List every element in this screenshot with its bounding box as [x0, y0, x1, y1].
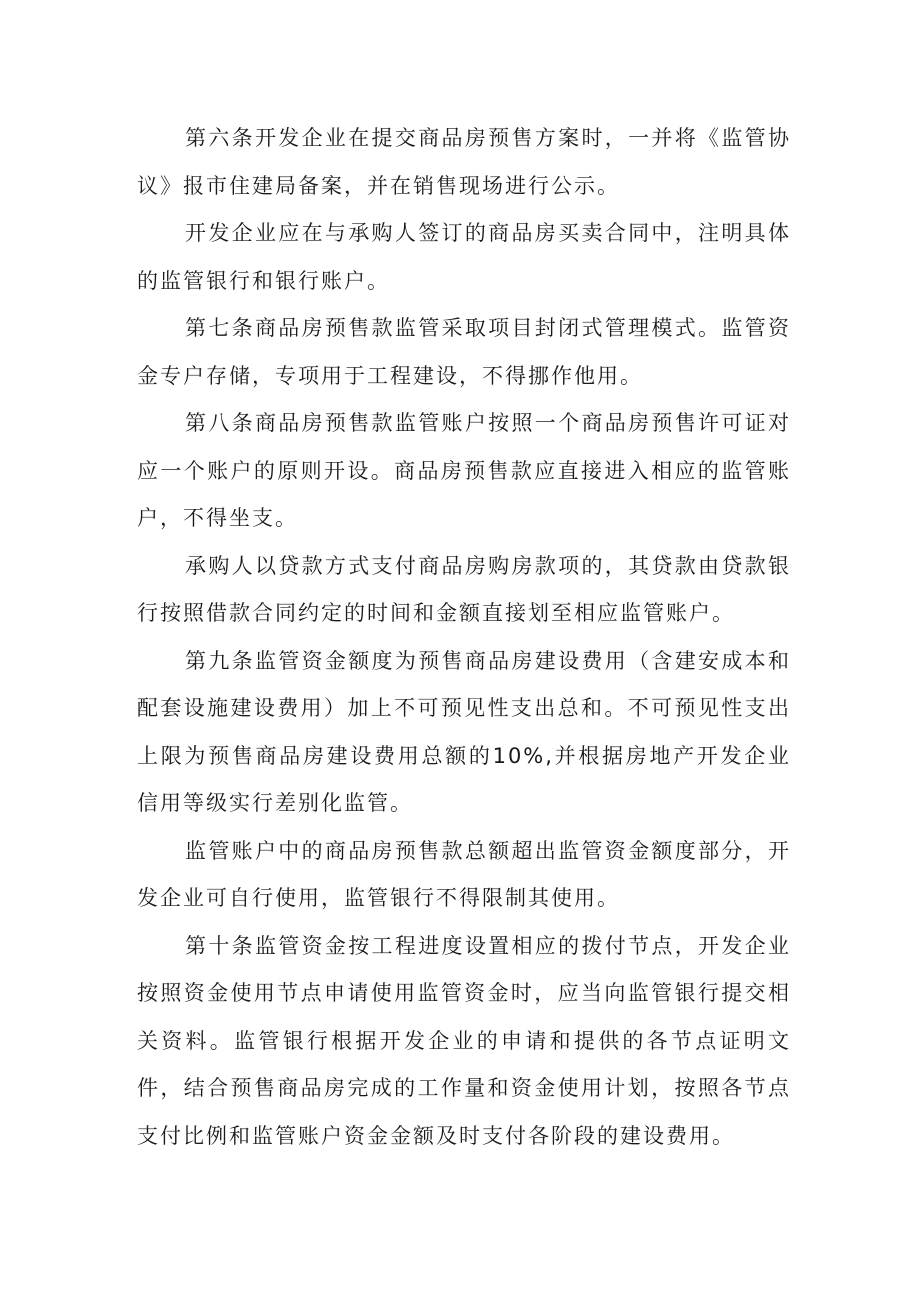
paragraph-loan-payment: 承购人以贷款方式支付商品房购房款项的，其贷款由贷款银行按照借款合同约定的时间和金额直接划至相应监管账户。	[137, 553, 791, 625]
paragraph-article-8: 第八条商品房预售款监管账户按照一个商品房预售许可证对应一个账户的原则开设。商品房预售款应直接进入相应的监管账户，不得坐支。	[137, 411, 791, 530]
document-body	[137, 115, 791, 1160]
paragraph-excess-funds: 监管账户中的商品房预售款总额超出监管资金额度部分，开发企业可自行使用，监管银行不得限制其使用。	[137, 838, 791, 910]
paragraph-article-7: 第七条商品房预售款监管采取项目封闭式管理模式。监管资金专户存储，专项用于工程建设，不得挪作他用。	[137, 316, 791, 388]
paragraph-article-6: 第六条开发企业在提交商品房预售方案时，一并将《监管协议》报市住建局备案，并在销售现场进行公示。	[137, 126, 791, 198]
paragraph-contract-account: 开发企业应在与承购人签订的商品房买卖合同中，注明具体的监管银行和银行账户。	[137, 221, 791, 293]
paragraph-article-9: 第九条监管资金额度为预售商品房建设费用（含建安成本和配套设施建设费用）加上不可预见性支出总和。不可预见性支出上限为预售商品房建设费用总额的10%,并根据房地产开发企业信用等级实行差别化监管。	[137, 648, 791, 815]
paragraph-article-10: 第十条监管资金按工程进度设置相应的拨付节点，开发企业按照资金使用节点申请使用监管资金时，应当向监管银行提交相关资料。监管银行根据开发企业的申请和提供的各节点证明文件，结合预售商品房完成的工作量和资金使用计划，按照各节点支付比例和监管账户资金金额及时支付各阶段的建设费用。	[137, 933, 791, 1148]
